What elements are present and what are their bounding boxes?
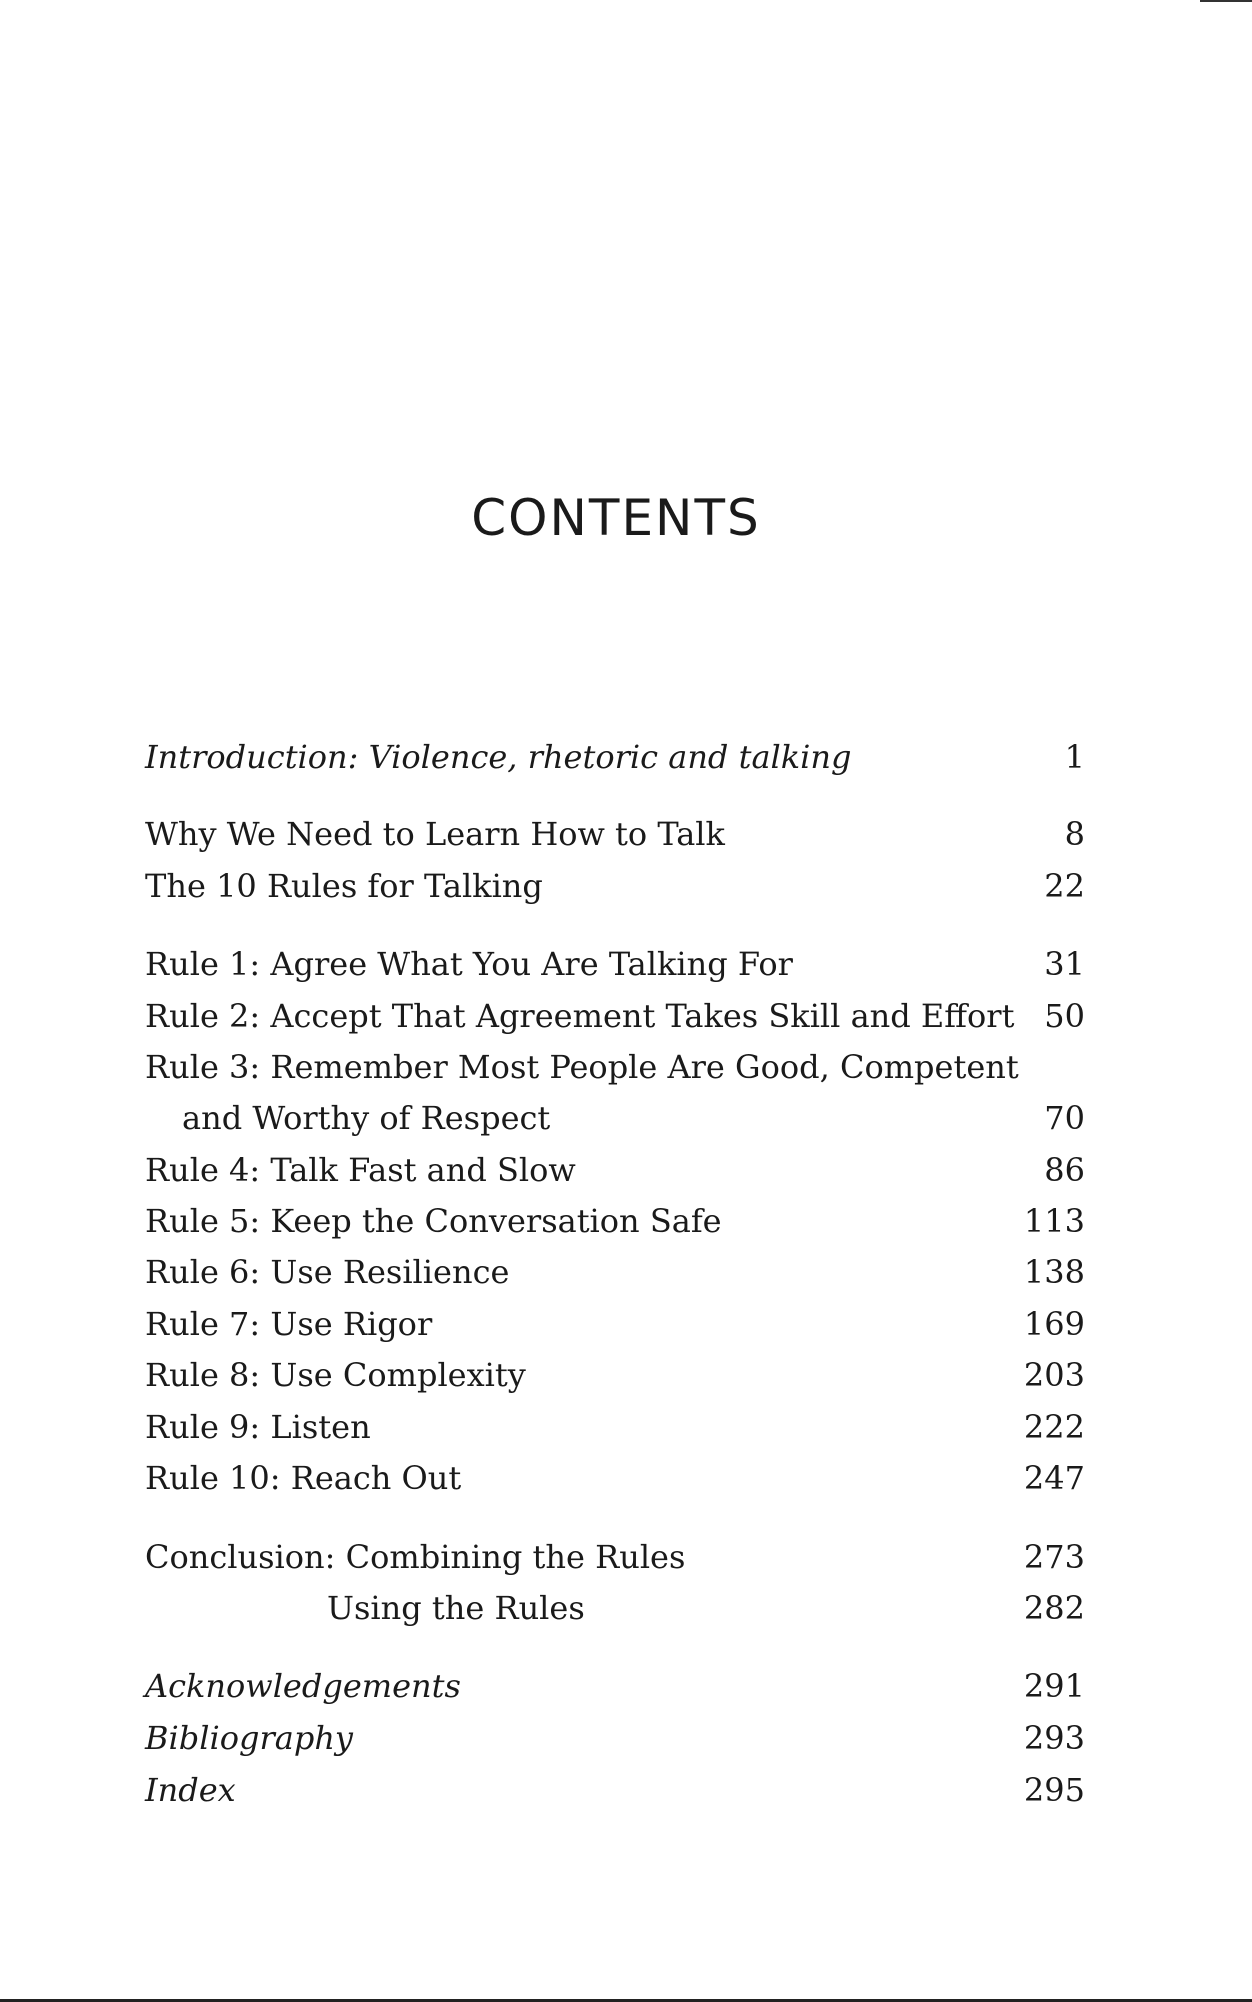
toc-entry-rule-6	[145, 1246, 1085, 1298]
toc-entry-page: 22	[1044, 867, 1085, 905]
toc-entry-title: The 10 Rules for Talking	[145, 867, 543, 905]
toc-entry-page: 169	[1023, 1305, 1085, 1343]
toc-entry-rule-5	[145, 1195, 1085, 1247]
toc-entry-ten-rules	[145, 860, 1085, 912]
toc-entry-title: Rule 3: Remember Most People Are Good, Competent	[145, 1048, 1019, 1086]
toc-entry-title: Rule 6: Use Resilience	[145, 1253, 510, 1291]
toc-entry-rule-10	[145, 1452, 1085, 1504]
toc-entry-page: 295	[1023, 1771, 1085, 1809]
toc-entry-rule-7	[145, 1298, 1085, 1350]
toc-entry-title: Bibliography	[145, 1719, 353, 1757]
toc-entry-title: Introduction: Violence, rhetoric and talking	[145, 738, 852, 776]
toc-entry-title: Using the Rules	[327, 1589, 585, 1627]
toc-entry-page: 70	[1044, 1099, 1085, 1137]
toc-entry-title: Rule 5: Keep the Conversation Safe	[145, 1202, 722, 1240]
toc-entry-title: Rule 10: Reach Out	[145, 1459, 462, 1497]
toc-entry-title: and Worthy of Respect	[182, 1099, 551, 1137]
page-edge-line	[1200, 0, 1252, 2]
toc-entry-title: Rule 8: Use Complexity	[145, 1356, 526, 1394]
page-title: CONTENTS	[471, 488, 761, 547]
toc-entry-introduction	[145, 731, 1085, 783]
toc-entry-title: Conclusion: Combining the Rules	[145, 1538, 686, 1576]
toc-entry-title: Rule 9: Listen	[145, 1408, 371, 1446]
toc-entry-title: Rule 1: Agree What You Are Talking For	[145, 945, 793, 983]
toc-entry-page: 203	[1023, 1356, 1085, 1394]
toc-entry-title: Index	[145, 1771, 236, 1809]
toc-entry-page: 291	[1023, 1667, 1085, 1705]
toc-entry-page: 31	[1044, 945, 1085, 983]
toc-entry-title: Rule 4: Talk Fast and Slow	[145, 1151, 576, 1189]
toc-entry-rule-2	[145, 990, 1085, 1042]
toc-entry-rule-9	[145, 1401, 1085, 1453]
toc-entry-rule-3	[145, 1041, 1085, 1093]
toc-entry-rule-4	[145, 1144, 1085, 1196]
toc-entry-page: 8	[1064, 815, 1085, 853]
toc-entry-page: 1	[1064, 738, 1085, 776]
toc-entry-page: 86	[1044, 1151, 1085, 1189]
toc-entry-index	[145, 1764, 1085, 1816]
toc-entry-why-we-need	[145, 808, 1085, 860]
toc-entry-bibliography	[145, 1712, 1085, 1764]
toc-entry-title: Acknowledgements	[145, 1667, 461, 1705]
toc-entry-page: 50	[1044, 997, 1085, 1035]
toc-entry-page: 273	[1023, 1538, 1085, 1576]
toc-entry-page: 222	[1023, 1408, 1085, 1446]
toc-entry-rule-8	[145, 1349, 1085, 1401]
toc-entry-using-the-rules	[145, 1582, 1085, 1634]
toc-entry-page: 247	[1023, 1459, 1085, 1497]
toc-entry-page: 138	[1023, 1253, 1085, 1291]
toc-entry-page: 282	[1023, 1589, 1085, 1627]
toc-entry-rule-3-continued	[145, 1092, 1085, 1144]
toc-entry-title: Rule 7: Use Rigor	[145, 1305, 433, 1343]
toc-entry-title: Rule 2: Accept That Agreement Takes Skill and Effort	[145, 997, 1015, 1035]
toc-entry-acknowledgements	[145, 1660, 1085, 1712]
toc-entry-conclusion	[145, 1531, 1085, 1583]
toc-entry-page: 293	[1023, 1719, 1085, 1757]
toc-entry-page: 113	[1023, 1202, 1085, 1240]
toc-entry-rule-1	[145, 938, 1085, 990]
toc-entry-title: Why We Need to Learn How to Talk	[145, 815, 725, 853]
